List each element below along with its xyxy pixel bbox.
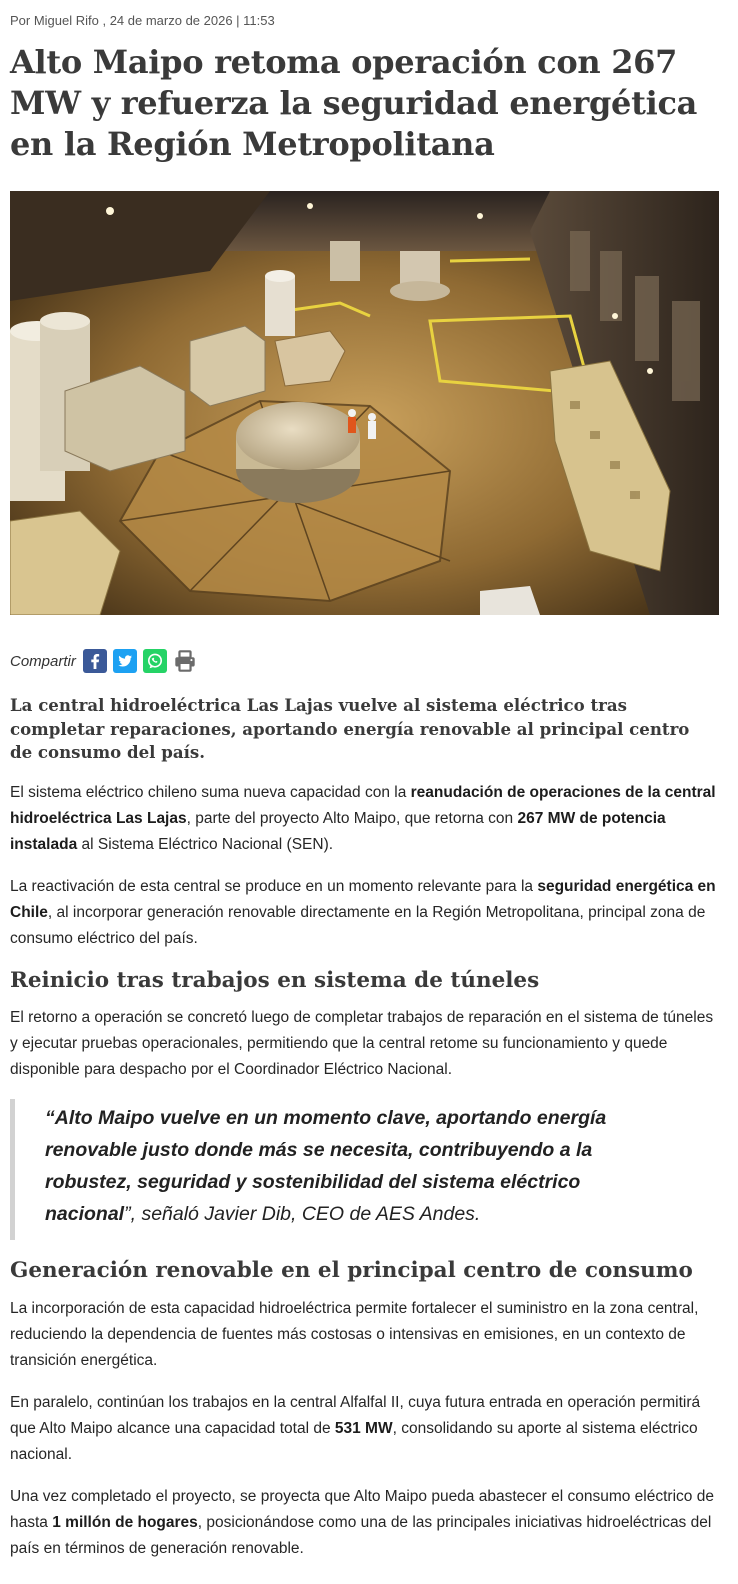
paragraph-3: El retorno a operación se concretó luego de completar trabajos de reparación en el sistema de túneles y ejecutar pruebas operacionales, permitiendo que la central retome su funcionamiento y quede disponible para despacho por el Coordinador Eléctrico Nacional. — [10, 1009, 714, 1078]
paragraph-1 — [10, 780, 722, 858]
paragraph-4: La incorporación de esta capacidad hidroeléctrica permite fortalecer el suministro en la zona central, reduciendo la dependencia de fuentes más costosas o intensivas en emisiones, en un contexto de transición energética. — [10, 1300, 699, 1369]
facebook-icon — [83, 649, 107, 673]
section-title-generacion: Generación renovable en el principal centro de consumo — [10, 1258, 693, 1283]
powerhouse-photo — [10, 191, 719, 615]
share-label: Compartir — [10, 652, 76, 670]
twitter-share-button[interactable] — [113, 649, 137, 673]
whatsapp-share-button[interactable] — [143, 649, 167, 673]
bold-span: 267 MW de potencia instalada — [10, 810, 666, 853]
text-span: al Sistema Eléctrico Nacional (SEN). — [77, 836, 334, 853]
quote-text — [45, 1099, 675, 1230]
pull-quote — [10, 1099, 670, 1240]
hero-image[interactable] — [10, 191, 719, 615]
paragraph-5 — [10, 1390, 722, 1468]
text-span: , posicionándose como una de las principales iniciativas hidroeléctricas del país en términos de generación renovable. — [10, 1514, 712, 1557]
text-span: En paralelo, continúan los trabajos en la central Alfalfal II, cuya futura entrada en operación permitirá que Alto Maipo alcance una capacidad total de — [10, 1394, 701, 1437]
byline: Por Miguel Rifo , 24 de marzo de 2026 | 11:53 — [10, 13, 275, 28]
headline: Alto Maipo retoma operación con 267 MW y refuerza la seguridad energética en la Región Metropolitana — [10, 43, 698, 163]
bold-span: 1 millón de hogares — [52, 1514, 198, 1531]
section-title-tuneles: Reinicio tras trabajos en sistema de túneles — [10, 968, 540, 993]
bold-span: reanudación de operaciones de la central hidroeléctrica Las Lajas — [10, 784, 716, 827]
bold-span: 531 MW — [334, 1420, 393, 1437]
text-span: El sistema eléctrico chileno suma nueva capacidad con la — [10, 784, 411, 801]
article-lead: La central hidroeléctrica Las Lajas vuelve al sistema eléctrico tras completar reparaciones, aportando energía renovable al principal centro de consumo del país. — [10, 695, 690, 762]
whatsapp-icon — [143, 649, 167, 673]
quote-attribution: ”, señaló Javier Dib, CEO de AES Andes. — [124, 1203, 481, 1225]
text-span: , al incorporar generación renovable directamente en la Región Metropolitana, principal zona de consumo eléctrico del país. — [10, 904, 706, 947]
print-icon — [173, 648, 197, 674]
bold-span: seguridad energética en Chile — [10, 878, 716, 921]
text-span: , consolidando su aporte al sistema eléctrico nacional. — [10, 1420, 698, 1463]
paragraph-6 — [10, 1484, 722, 1562]
paragraph-2 — [10, 874, 722, 952]
share-bar — [10, 647, 203, 675]
twitter-icon — [113, 649, 137, 673]
text-span: La reactivación de esta central se produce en un momento relevante para la — [10, 878, 538, 895]
facebook-share-button[interactable] — [83, 649, 107, 673]
print-button[interactable] — [173, 649, 197, 673]
text-span: , parte del proyecto Alto Maipo, que retorna con — [186, 810, 518, 827]
text-span: Una vez completado el proyecto, se proyecta que Alto Maipo pueda abastecer el consumo eléctrico de hasta — [10, 1488, 714, 1531]
quote-bold-text: “Alto Maipo vuelve en un momento clave, aportando energía renovable justo donde más se necesita, contribuyendo a la robustez, seguridad y sostenibilidad del sistema eléctrico nacional — [45, 1107, 607, 1225]
